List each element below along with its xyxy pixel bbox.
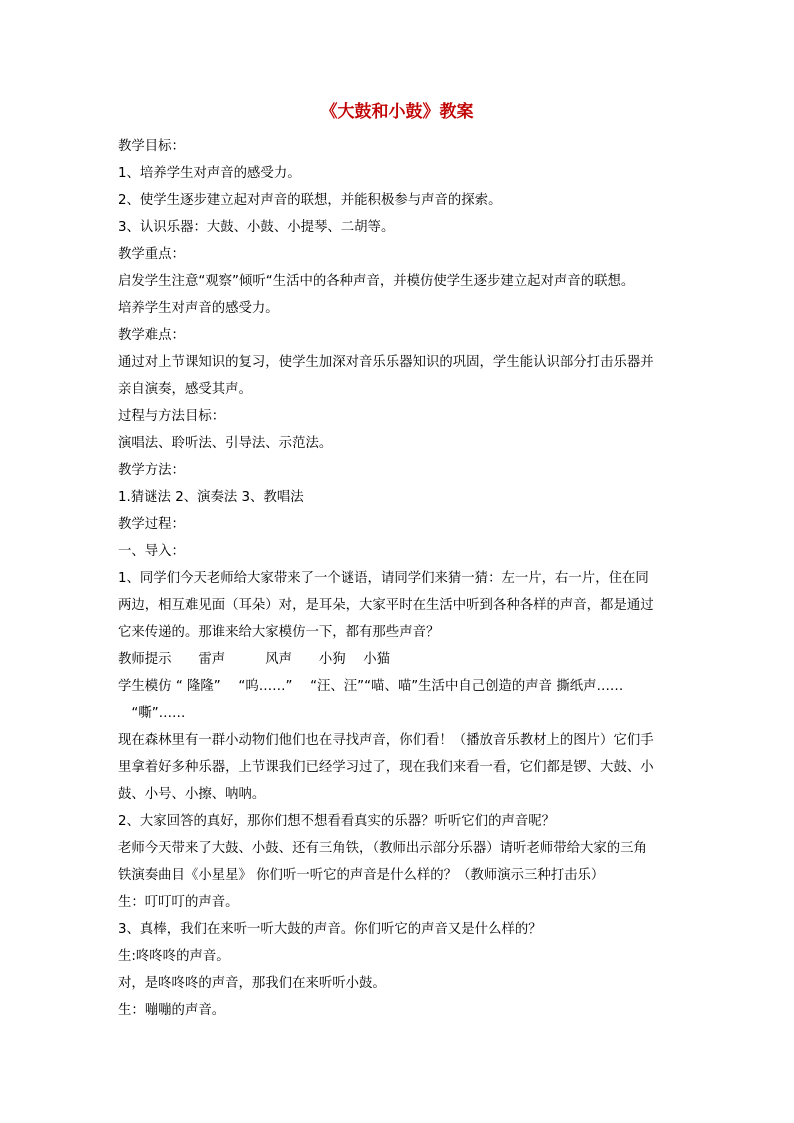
text-line: 生：嘣嘣的声音。 (118, 1003, 226, 1018)
document-title: 《大鼓和小鼓》教案 (320, 102, 474, 122)
text-line: 生:咚咚咚的声音。 (118, 949, 230, 964)
text-line: “嘶”…… (118, 706, 186, 721)
text-line: 对，是咚咚咚的声音，那我们在来听听小鼓。 (118, 976, 386, 991)
text-line: 教学目标： (118, 139, 185, 154)
text-line: 教师提示 雷声 风声 小狗 小猫 (118, 652, 391, 667)
text-line: 2、使学生逐步建立起对声音的联想，并能积极参与声音的探索。 (118, 193, 502, 208)
text-line: 过程与方法目标： (118, 409, 226, 424)
text-line: 现在森林里有一群小动物们他们也在寻找声音，你们看！（播放音乐教材上的图片）它们手 (118, 733, 654, 748)
text-line: 老师今天带来了大鼓、小鼓、还有三角铁，（教师出示部分乐器）请听老师带给大家的三角 (118, 841, 647, 856)
text-line: 培养学生对声音的感受力。 (118, 301, 279, 316)
document-body (118, 133, 684, 1024)
text-line: 教学方法： (118, 463, 185, 478)
text-line: 两边，相互难见面（耳朵）对，是耳朵，大家平时在生活中听到各种各样的声音，都是通过 (118, 598, 654, 613)
text-line: 教学过程： (118, 517, 185, 532)
text-line: 鼓、小号、小擦、呐呐。 (118, 787, 266, 802)
text-line: 铁演奏曲目《小星星》 你们听一听它的声音是什么样的？（教师演示三种打击乐） (118, 868, 605, 883)
text-line: 1.猜谜法 2、演奏法 3、教唱法 (118, 490, 304, 505)
text-line: 一、导入： (118, 544, 185, 559)
text-line: 里拿着好多种乐器，上节课我们已经学习过了，现在我们来看一看，它们都是锣、大鼓、小 (118, 760, 654, 775)
text-line: 1、培养学生对声音的感受力。 (118, 166, 301, 181)
text-line: 亲自演奏，感受其声。 (118, 382, 252, 397)
text-line: 通过对上节课知识的复习，使学生加深对音乐乐器知识的巩固，学生能认识部分打击乐器并 (118, 355, 654, 370)
text-line: 演唱法、聆听法、引导法、示范法。 (118, 436, 333, 451)
text-line: 3、真棒，我们在来听一听大鼓的声音。你们听它的声音又是什么样的？ (118, 922, 542, 937)
text-line: 启发学生注意“观察”倾听“生活中的各种声音，并模仿使学生逐步建立起对声音的联想。 (118, 274, 635, 289)
text-line: 学生模仿 “ 隆隆” “呜……” “汪、汪”“喵、喵”生活中自己创造的声音 撕纸声…… (118, 679, 624, 694)
text-line: 2、大家回答的真好，那你们想不想看看真实的乐器？听听它们的声音呢？ (118, 814, 556, 829)
text-line: 教学难点： (118, 328, 185, 343)
text-line: 生：叮叮叮的声音。 (118, 895, 239, 910)
text-line: 3、认识乐器：大鼓、小鼓、小提琴、二胡等。 (118, 220, 395, 235)
text-line: 教学重点： (118, 247, 185, 262)
text-line: 1、同学们今天老师给大家带来了一个谜语，请同学们来猜一猜：左一片，右一片，住在同 (118, 571, 649, 586)
text-line: 它来传递的。那谁来给大家模仿一下，都有那些声音？ (118, 625, 440, 640)
